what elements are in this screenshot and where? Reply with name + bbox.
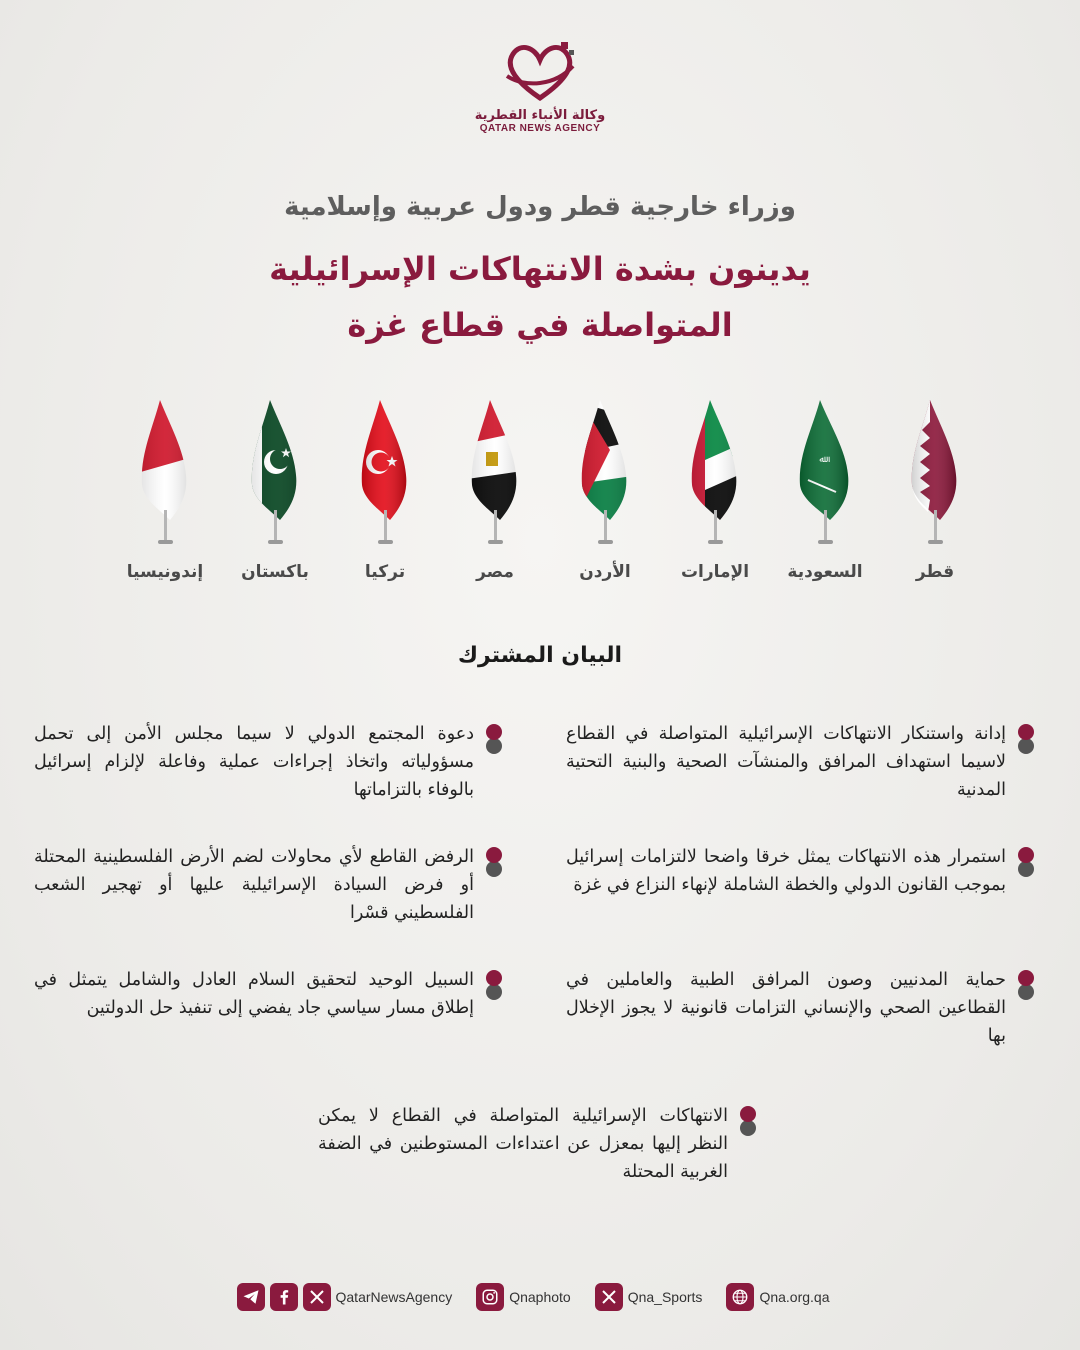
flag-label-turkey: تركيا [364, 562, 406, 582]
statement-point-text: الرفض القاطع لأي محاولات لضم الأرض الفلسطينية المحتلة أو فرض السيادة الإسرائيلية عليها أو تهجير الشعب الفلسطيني قسْرا [34, 847, 474, 923]
indonesia-flag-icon [130, 400, 200, 550]
flag-item-saudi [775, 400, 875, 590]
statement-point-2 [34, 720, 504, 804]
bullet-icon [484, 724, 504, 758]
x-icon[interactable] [303, 1283, 331, 1311]
facebook-icon[interactable] [270, 1283, 298, 1311]
jordan-flag-icon [570, 400, 640, 550]
statement-point-4 [34, 843, 504, 927]
statement-point-text: السبيل الوحيد لتحقيق السلام العادل والشامل يتمثل في إطلاق مسار سياسي جاد يفضي إلى تنفيذ حل الدولتين [34, 970, 474, 1018]
statement-point-3 [566, 843, 1036, 899]
flag-item-egypt [445, 400, 545, 590]
instagram-handle-label[interactable]: Qnaphoto [509, 1289, 571, 1305]
flag-item-turkey [335, 400, 435, 590]
statement-point-text: استمرار هذه الانتهاكات يمثل خرقا واضحا لالتزامات إسرائيل بموجب القانون الدولي والخطة الشاملة لإنهاء النزاع في غزة [566, 847, 1006, 895]
statement-point-text: حماية المدنيين وصون المرافق الطبية والعاملين في القطاعين الصحي والإنساني التزامات قانونية لا يجوز الإخلال بها [566, 970, 1006, 1046]
globe-icon[interactable] [726, 1283, 754, 1311]
bullet-icon [484, 970, 504, 1004]
x-sports-icon[interactable] [595, 1283, 623, 1311]
flag-label-uae: الإمارات [680, 562, 750, 582]
telegram-icon[interactable] [237, 1283, 265, 1311]
flag-label-jordan: الأردن [579, 562, 631, 582]
uae-flag-icon [680, 400, 750, 550]
bullet-icon [1016, 724, 1036, 758]
statement-point-5 [566, 966, 1036, 1050]
logo-arabic-text: وكالة الأنباء القطرية [474, 108, 606, 123]
sports-handle-label[interactable]: Qna_Sports [627, 1289, 703, 1305]
turkey-flag-icon [350, 400, 420, 550]
egypt-flag-icon [460, 400, 530, 550]
website-label[interactable]: Qna.org.qa [759, 1289, 830, 1305]
flag-item-qatar [885, 400, 985, 590]
statement-point-6 [34, 966, 504, 1022]
headline-line-1: وزراء خارجية قطر ودول عربية وإسلامية [284, 192, 796, 222]
bullet-icon [484, 847, 504, 881]
headline-line-2: يدينون بشدة الانتهاكات الإسرائيلية [269, 250, 811, 288]
social-handle-label[interactable]: QatarNewsAgency [335, 1289, 453, 1305]
headline-line-3: المتواصلة في قطاع غزة [347, 306, 733, 344]
bullet-icon [1016, 970, 1036, 1004]
flag-label-saudi: السعودية [787, 562, 863, 582]
bullet-icon [738, 1106, 758, 1140]
flag-label-qatar: قطر [915, 562, 955, 582]
statement-point-1 [566, 720, 1036, 804]
flags-row [115, 400, 985, 590]
logo-english-text: QATAR NEWS AGENCY [479, 123, 601, 134]
social-footer [0, 1283, 1080, 1311]
flag-label-indonesia: إندونيسيا [126, 562, 204, 582]
flag-item-indonesia [115, 400, 215, 590]
instagram-icon[interactable] [476, 1283, 504, 1311]
flag-label-pakistan: باكستان [241, 562, 309, 582]
flag-label-egypt: مصر [476, 562, 514, 582]
statement-point-text: إدانة واستنكار الانتهاكات الإسرائيلية المتواصلة في القطاع لاسيما استهداف المرافق والمنشآت الصحية والبنية التحتية المدنية [566, 724, 1006, 800]
qna-logo [0, 36, 1080, 134]
statement-point-7 [318, 1102, 758, 1186]
statement-point-text: دعوة المجتمع الدولي لا سيما مجلس الأمن إلى تحمل مسؤولياته واتخاذ إجراءات عملية وفاعلة لإلزام إسرائيل بالوفاء بالتزاماتها [34, 724, 474, 800]
flag-item-uae [665, 400, 765, 590]
flag-item-pakistan [225, 400, 325, 590]
statement-title: البيان المشترك [457, 643, 623, 668]
qatar-flag-icon [900, 400, 970, 550]
saudi-flag-icon [790, 400, 860, 550]
statement-point-text: الانتهاكات الإسرائيلية المتواصلة في القطاع لا يمكن النظر إليها بمعزل عن اعتداءات المستوطنين في الضفة الغربية المحتلة [318, 1106, 728, 1182]
qna-logo-icon [495, 36, 585, 106]
bullet-icon [1016, 847, 1036, 881]
pakistan-flag-icon [240, 400, 310, 550]
flag-item-jordan [555, 400, 655, 590]
